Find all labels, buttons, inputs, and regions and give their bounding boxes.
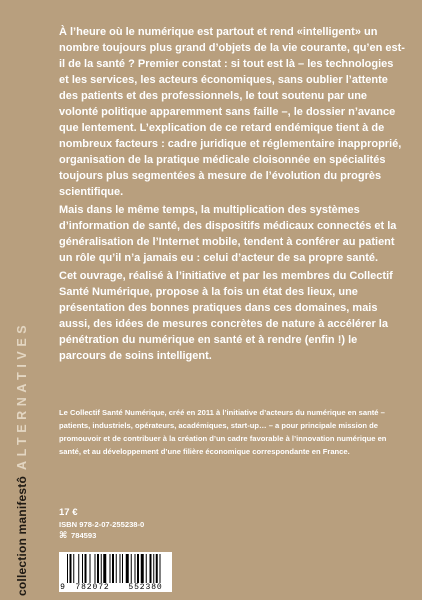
barcode-bar: [97, 554, 99, 585]
collective-paragraph: Le Collectif Santé Numérique, créé en 2011 à l’initiative d’acteurs du numérique en santé – patients, industriels, opérateurs, académiques, start-up… – a pour principale mission de promouvoir et de contribuer à la création d’un cadre favorable à l’innovation numérique en santé, et au développement d’une filière économique correspondante en France.: [59, 408, 387, 456]
barcode-right-group: 552380: [128, 583, 163, 592]
blurb-text: [59, 24, 405, 366]
barcode-bar: [120, 554, 121, 585]
barcode-bar: [67, 554, 68, 586]
barcode-bar: [73, 554, 74, 585]
barcode-bar: [95, 554, 96, 585]
barcode-bar: [110, 554, 111, 585]
barcode-bar: [82, 554, 83, 585]
product-code-row: [59, 530, 144, 541]
barcode-bar: [135, 554, 136, 585]
collection-name: collection manifestô: [15, 475, 29, 596]
barcode-bar: [101, 554, 102, 585]
barcode-bars: [59, 552, 172, 586]
square-symbol-icon: ⌘: [59, 530, 68, 540]
barcode-bar: [153, 554, 154, 585]
blurb-paragraph-2: Mais dans le même temps, la multiplication des systèmes d’information de santé, des dispositifs médicaux connectés et la généralisation de l’Internet mobile, tendent à conférer au patient un rôle qu’il n’a jamais eu : celui d’acteur de sa propre santé.: [59, 204, 397, 264]
barcode-bar: [112, 554, 114, 586]
barcode-bar: [141, 554, 144, 585]
barcode-lead-digit: 9: [60, 583, 65, 592]
barcode-bar: [122, 554, 123, 585]
barcode-bar: [78, 554, 79, 585]
barcode-bar: [146, 554, 147, 585]
barcode-bar: [103, 554, 106, 585]
barcode-bar: [131, 554, 132, 585]
blurb-paragraph-3: Cet ouvrage, réalisé à l’initiative et par les membres du Collectif Santé Numérique, propose à la fois un état des lieux, une présentation des bonnes pratiques dans ces domaines, mais aussi, des idées de mesures concrètes de nature à accélérer la pénétration du numérique en santé et à rendre (enfin !) le parcours de soins intelligent.: [59, 270, 393, 362]
series-name: ALTERNATIVES: [15, 320, 29, 470]
barcode-bar: [85, 554, 87, 585]
barcode-bar: [116, 554, 117, 586]
barcode-bar: [70, 554, 72, 586]
isbn: ISBN 978-2-07-255238-0: [59, 520, 145, 529]
collective-info: [59, 406, 405, 458]
barcode-left-group: 782072: [75, 583, 110, 592]
spine-label: [6, 296, 38, 596]
barcode-bar: [137, 554, 139, 585]
barcode: [59, 552, 172, 592]
barcode-bar: [150, 554, 152, 585]
blurb-paragraph-1: À l’heure où le numérique est partout et rend «intelligent» un nombre toujours plus grand d’objets de la vie courante, qu’en est-il de la santé ? Premier constat : si tout est là – les technologies et les services, les acteurs économiques, sans oublier l’attente des patients et des professionnels, le tout soutenu par une volonté politique apparemment sans faille –, le dossier n’avance que lentement. L’explication de ce retard endémique tient à de nombreux facteurs : cadre juridique et réglementaire inapproprié, organisation de la pratique médicale cloisonnée en spécialités toujours plus segmentées à mesure de l’évolution du progrès scientifique.: [59, 26, 405, 198]
barcode-digits: [59, 583, 172, 592]
barcode-bar: [90, 554, 91, 585]
product-code: 784593: [71, 531, 97, 540]
price: 17 €: [59, 507, 78, 518]
price-block: [59, 506, 144, 541]
barcode-bar: [156, 554, 158, 586]
barcode-bar: [126, 554, 129, 585]
barcode-bar: [160, 554, 161, 586]
